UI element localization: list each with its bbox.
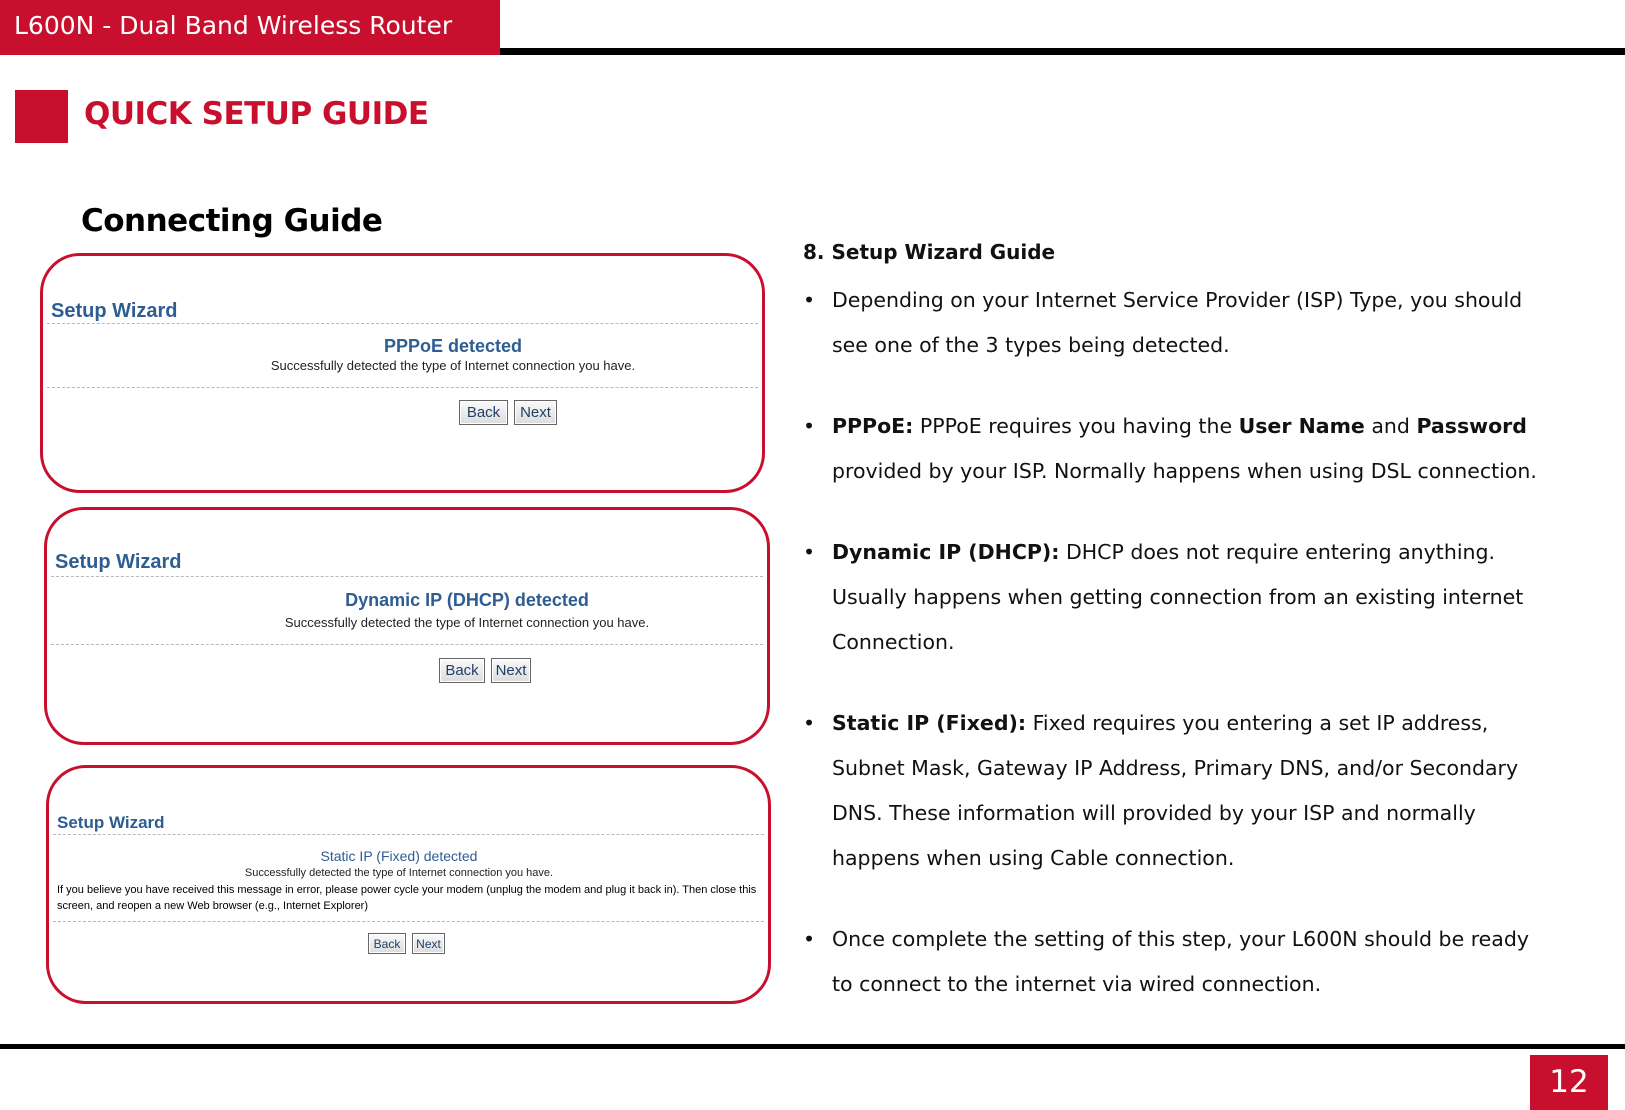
pppoe-label: PPPoE: — [832, 414, 914, 438]
bullet-static — [803, 701, 1543, 881]
footer-divider — [0, 1044, 1625, 1049]
bullet-outro — [803, 917, 1543, 1007]
back-button[interactable]: Back — [368, 933, 406, 954]
pppoe-text-1: PPPoE requires you having the — [913, 414, 1239, 438]
divider — [53, 921, 764, 922]
dhcp-text: DHCP does not require entering anything. Usually happens when getting connection from an existing internet Connection. — [832, 540, 1524, 654]
divider — [53, 834, 764, 835]
wizard-title: Setup Wizard — [57, 813, 165, 832]
document-title: L600N - Dual Band Wireless Router — [14, 11, 453, 40]
divider — [47, 323, 758, 324]
wizard-buttons — [439, 658, 531, 683]
page-number: 12 — [1530, 1055, 1608, 1110]
intro-text: Depending on your Internet Service Provider (ISP) Type, you should see one of the 3 types being detected. — [832, 288, 1523, 357]
detect-subtitle: Successfully detected the type of Internet connection you have. — [270, 358, 636, 373]
next-button[interactable]: Next — [491, 658, 531, 683]
wizard-title: Setup Wizard — [51, 300, 178, 322]
next-button[interactable]: Next — [412, 933, 445, 954]
static-text: Fixed requires you entering a set IP address, Subnet Mask, Gateway IP Address, Primary DNS, and/or Secondary DNS. These information will provided by your ISP and normally happens when using Cable connection. — [832, 711, 1519, 870]
detect-title: Static IP (Fixed) detected — [320, 848, 478, 864]
section-marker — [15, 90, 68, 143]
wizard-title: Setup Wizard — [55, 551, 182, 573]
wizard-buttons — [368, 933, 445, 954]
document-title-tab — [0, 0, 500, 55]
setup-guide-text — [803, 240, 1543, 1043]
back-button[interactable]: Back — [459, 400, 508, 425]
pppoe-username-term: User Name — [1238, 414, 1365, 438]
bullet-intro — [803, 278, 1543, 368]
outro-text: Once complete the setting of this step, your L600N should be ready to connect to the internet via wired connection. — [832, 927, 1529, 996]
pppoe-text-2: and — [1364, 414, 1417, 438]
dhcp-label: Dynamic IP (DHCP): — [832, 540, 1060, 564]
detect-subtitle: Successfully detected the type of Internet connection you have. — [244, 867, 554, 879]
divider — [51, 644, 763, 645]
next-button[interactable]: Next — [514, 400, 557, 425]
pppoe-text-3: provided by your ISP. Normally happens when using DSL connection. — [832, 459, 1537, 483]
warning-message: If you believe you have received this message in error, please power cycle your modem (unplug the modem and plug it back in). Then close this screen, and reopen a new Web browser (e.g., Internet Explorer) — [57, 884, 757, 912]
pppoe-screenshot-panel — [40, 253, 765, 493]
section-title: QUICK SETUP GUIDE — [84, 96, 429, 132]
bullet-pppoe — [803, 404, 1543, 494]
page-subtitle: Connecting Guide — [81, 203, 383, 239]
divider — [47, 387, 758, 388]
header-divider — [500, 48, 1625, 55]
back-button[interactable]: Back — [439, 658, 485, 683]
wizard-buttons — [459, 400, 557, 425]
static-label: Static IP (Fixed): — [832, 711, 1027, 735]
step-heading: 8. Setup Wizard Guide — [803, 240, 1056, 264]
detect-subtitle: Successfully detected the type of Internet connection you have. — [284, 615, 650, 630]
pppoe-password-term: Password — [1416, 414, 1527, 438]
dhcp-screenshot-panel — [44, 507, 770, 745]
divider — [51, 576, 763, 577]
detect-title: Dynamic IP (DHCP) detected — [345, 590, 589, 610]
detect-title: PPPoE detected — [383, 336, 523, 356]
static-ip-screenshot-panel — [46, 765, 771, 1004]
bullet-dhcp — [803, 530, 1543, 665]
